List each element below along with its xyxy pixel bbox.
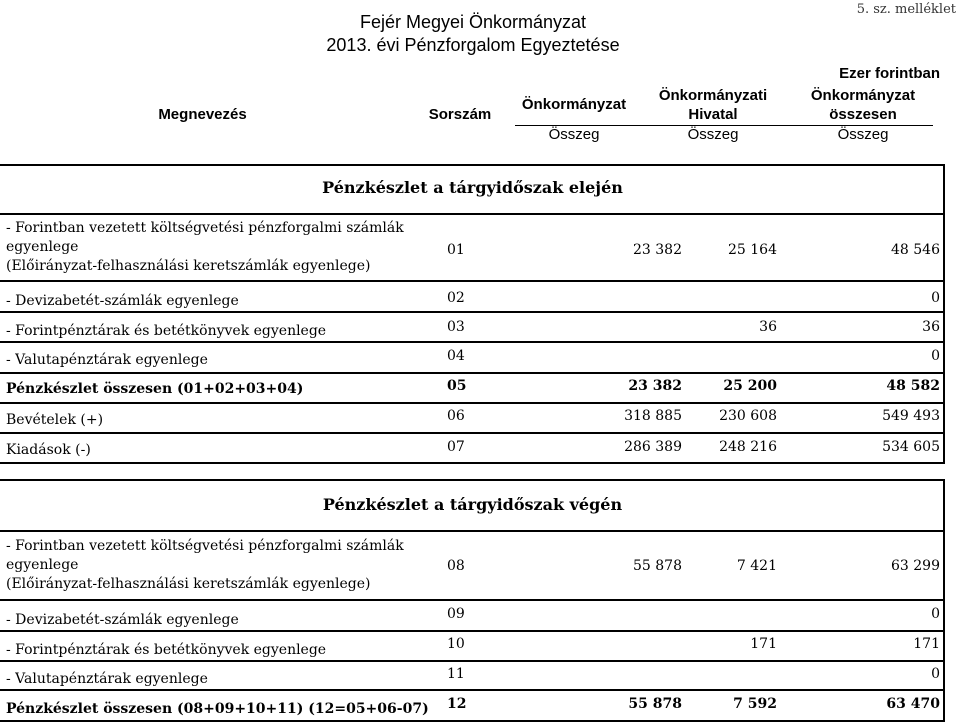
section1-row-01-code: 01	[447, 242, 465, 258]
unit-label: Ezer forintban	[839, 65, 940, 82]
section2-row-divider	[0, 660, 945, 662]
section2-row-08-value-1: 55 878	[633, 558, 682, 574]
section2-bottom-border	[0, 720, 945, 722]
column-header-col2-line1: Önkormányzati	[658, 87, 768, 104]
section1-row-07-code: 07	[447, 439, 465, 455]
document-title-line2: 2013. évi Pénzforgalom Egyeztetése	[326, 35, 620, 55]
section1-title: Pénzkészlet a tárgyidőszak elején	[322, 178, 623, 197]
section1-row-02-label: - Devizabetét-számlák egyenlege	[6, 293, 239, 309]
section2-total-value-3: 63 470	[886, 696, 940, 712]
section1-row-03-code: 03	[447, 319, 465, 335]
section1-row-03-label: - Forintpénztárak és betétkönyvek egyenlege	[6, 323, 327, 339]
section1-row-01-label-line1: - Forintban vezetett költségvetési pénzforgalmi számlák	[6, 220, 404, 236]
section2-row-08-label-line1: - Forintban vezetett költségvetési pénzforgalmi számlák	[6, 538, 404, 554]
section1-row-02-value-3: 0	[931, 290, 940, 306]
section1-top-border	[0, 164, 945, 166]
section1-row-02-code: 02	[447, 290, 465, 306]
column-header-col3-line1: Önkormányzat	[810, 87, 916, 104]
section1-row-07-label: Kiadások (-)	[6, 442, 91, 458]
section2-row-divider	[0, 630, 945, 632]
section1-row-divider	[0, 311, 945, 313]
document-title-line1: Fejér Megyei Önkormányzat	[359, 12, 587, 32]
section2-row-divider	[0, 599, 945, 601]
section2-row-11-value-3: 0	[931, 666, 940, 682]
section1-row-06-code: 06	[447, 408, 465, 424]
section1-row-01-value-1: 23 382	[633, 242, 682, 258]
section1-row-04-label: - Valutapénztárak egyenlege	[6, 352, 208, 368]
column-subheader-amount-1: Összeg	[548, 126, 600, 143]
section2-row-08-value-2: 7 421	[736, 558, 777, 574]
section1-row-06-value-1: 318 885	[624, 408, 682, 424]
section2-row-09-value-3: 0	[931, 606, 940, 622]
section1-right-border	[943, 164, 945, 464]
section2-total-value-2: 7 592	[733, 696, 777, 712]
section1-total-label: Pénzkészlet összesen (01+02+03+04)	[6, 381, 304, 397]
section2-row-09-label: - Devizabetét-számlák egyenlege	[6, 612, 239, 628]
section2-row-10-label: - Forintpénztárak és betétkönyvek egyenlege	[6, 642, 327, 658]
section1-row-divider	[0, 402, 945, 404]
section1-row-01-label-line3: (Előirányzat-felhasználási keretszámlák egyenlege)	[6, 258, 371, 274]
column-header-col3-line2: összesen	[829, 106, 897, 123]
column-header-col1: Önkormányzat	[521, 96, 627, 113]
column-header-col2-line2: Hivatal	[688, 106, 738, 123]
section2-top-border	[0, 479, 945, 481]
section2-row-08-label-line2: egyenlege	[6, 557, 79, 573]
section1-row-06-label: Bevételek (+)	[6, 412, 104, 428]
section2-total-label: Pénzkészlet összesen (08+09+10+11) (12=05+06-07)	[6, 701, 429, 717]
section1-row-divider	[0, 432, 945, 434]
section1-row-divider	[0, 280, 945, 282]
section1-total-value-3: 48 582	[886, 378, 940, 394]
section1-row-07-value-1: 286 389	[624, 439, 682, 455]
annex-label: 5. sz. melléklet	[856, 2, 956, 17]
section1-row-01-value-2: 25 164	[728, 242, 777, 258]
section2-row-08-code: 08	[447, 558, 465, 574]
section1-row-03-value-2: 36	[759, 319, 777, 335]
column-subheader-amount-2: Összeg	[687, 126, 739, 143]
section1-total-value-1: 23 382	[628, 378, 682, 394]
section1-row-03-value-3: 36	[922, 319, 940, 335]
section1-row-06-value-2: 230 608	[719, 408, 777, 424]
section2-row-divider	[0, 689, 945, 691]
section1-title-divider	[0, 213, 945, 215]
section1-row-divider	[0, 372, 945, 374]
section1-row-07-value-3: 534 605	[882, 439, 940, 455]
section2-row-10-code: 10	[447, 636, 465, 652]
section1-row-04-code: 04	[447, 348, 465, 364]
column-subheader-amount-3: Összeg	[837, 126, 889, 143]
section2-title-divider	[0, 530, 945, 532]
section1-bottom-border	[0, 462, 945, 464]
section2-title: Pénzkészlet a tárgyidőszak végén	[322, 495, 623, 514]
section1-row-06-value-3: 549 493	[882, 408, 940, 424]
section1-row-01-value-3: 48 546	[891, 242, 940, 258]
section1-row-01-label-line2: egyenlege	[6, 239, 79, 255]
section2-row-10-value-3: 171	[913, 636, 940, 652]
section2-row-09-code: 09	[447, 606, 465, 622]
section2-total-value-1: 55 878	[628, 696, 682, 712]
section2-row-08-value-3: 63 299	[891, 558, 940, 574]
section2-row-08-label-line3: (Előirányzat-felhasználási keretszámlák egyenlege)	[6, 576, 371, 592]
section1-row-divider	[0, 341, 945, 343]
section1-row-04-value-3: 0	[931, 348, 940, 364]
column-header-name: Megnevezés	[158, 106, 247, 123]
section1-row-07-value-2: 248 216	[719, 439, 777, 455]
section2-total-code: 12	[447, 696, 467, 712]
section2-row-10-value-2: 171	[750, 636, 777, 652]
section1-total-code: 05	[447, 378, 467, 394]
section2-row-11-label: - Valutapénztárak egyenlege	[6, 671, 208, 687]
section2-row-11-code: 11	[447, 666, 465, 682]
section1-total-value-2: 25 200	[723, 378, 777, 394]
column-header-serial: Sorszám	[428, 106, 492, 123]
